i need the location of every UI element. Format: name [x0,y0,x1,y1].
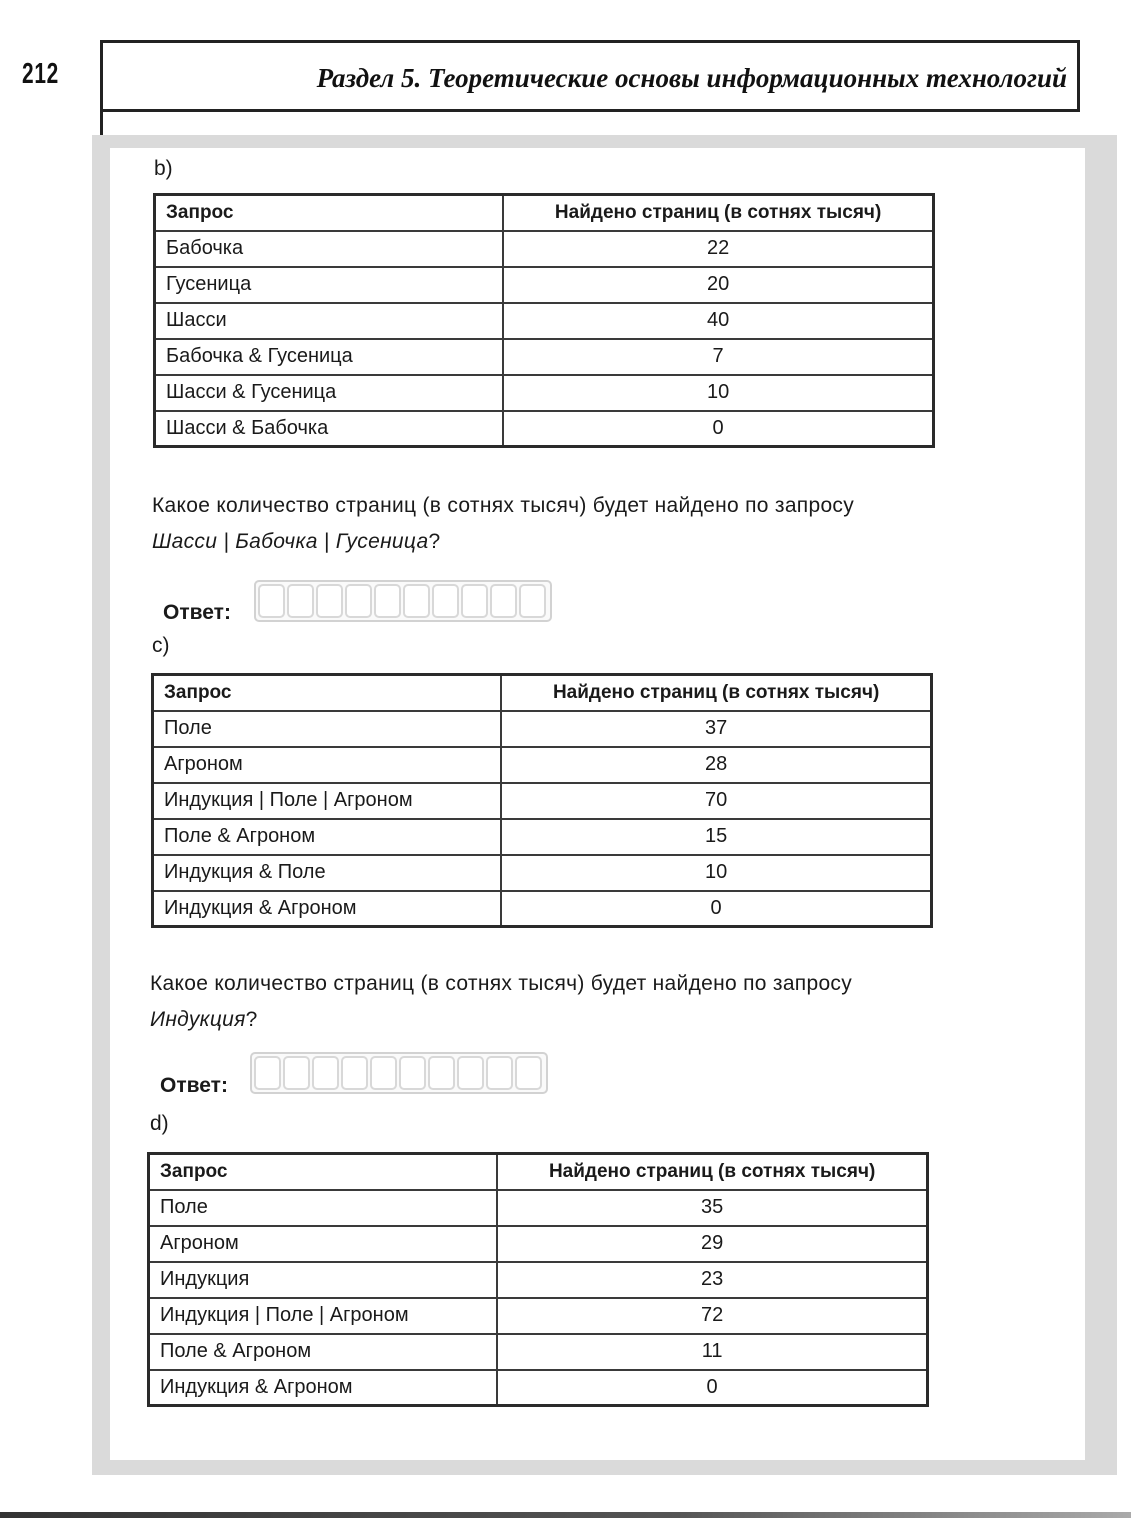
pages-cell: 29 [497,1226,927,1262]
chapter-header [100,40,1080,112]
pages-cell: 40 [503,303,933,339]
table-row [155,267,934,303]
table-row [149,1226,928,1262]
pages-cell: 0 [497,1370,927,1406]
query-cell: Поле & Агроном [153,819,502,855]
table-row [149,1262,928,1298]
query-cell: Поле [153,711,502,747]
pages-cell: 70 [501,783,931,819]
answer-label-c: Ответ: [160,1074,228,1097]
question-text: Какое количество страниц (в сотнях тысяч) будет найдено по запросу [152,494,855,517]
column-header-query: Запрос [149,1154,498,1190]
pages-cell: 37 [501,711,931,747]
table-row [149,1334,928,1370]
query-cell: Шасси [155,303,504,339]
table-c [151,673,933,928]
section-label-d: d) [150,1112,169,1135]
query-cell: Индукция [149,1262,498,1298]
pages-cell: 7 [503,339,933,375]
column-header-query: Запрос [153,675,502,711]
table-d [147,1152,929,1407]
table-row [149,1370,928,1406]
question-b [152,488,992,560]
query-cell: Гусеница [155,267,504,303]
table-header-row [149,1154,928,1190]
column-header-pages: Найдено страниц (в сотнях тысяч) [497,1154,927,1190]
table-row [153,855,932,891]
section-label-b: b) [154,157,173,180]
query-cell: Индукция | Поле | Агроном [153,783,502,819]
table-row [153,891,932,927]
pages-cell: 72 [497,1298,927,1334]
table-row [155,339,934,375]
table-row [149,1298,928,1334]
query-cell: Индукция & Агроном [149,1370,498,1406]
question-text: Какое количество страниц (в сотнях тысяч) будет найдено по запросу [150,972,853,995]
column-header-pages: Найдено страниц (в сотнях тысяч) [503,195,933,231]
column-header-pages: Найдено страниц (в сотнях тысяч) [501,675,931,711]
pages-cell: 28 [501,747,931,783]
query-cell: Агроном [153,747,502,783]
pages-cell: 0 [501,891,931,927]
table-row [149,1190,928,1226]
table-b [153,193,935,448]
table-row [153,819,932,855]
pages-cell: 15 [501,819,931,855]
table-row [155,303,934,339]
page-number: 212 [22,58,60,90]
question-mark: ? [245,1008,258,1031]
question-query: Шасси | Бабочка | Гусеница [152,530,429,553]
answer-input-c[interactable] [250,1052,548,1094]
query-cell: Бабочка [155,231,504,267]
answer-input-b[interactable] [254,580,552,622]
query-cell: Шасси & Бабочка [155,411,504,447]
query-cell: Индукция | Поле | Агроном [149,1298,498,1334]
question-query: Индукция [150,1008,246,1031]
pages-cell: 20 [503,267,933,303]
table-row [155,231,934,267]
page-bottom-rule [0,1512,1131,1518]
pages-cell: 23 [497,1262,927,1298]
table-row [155,411,934,447]
query-cell: Индукция & Поле [153,855,502,891]
table-header-row [153,675,932,711]
query-cell: Поле & Агроном [149,1334,498,1370]
answer-label-b: Ответ: [163,601,231,624]
chapter-title: Раздел 5. Теоретические основы информационных технологий [316,63,1067,93]
question-mark: ? [428,530,441,553]
pages-cell: 0 [503,411,933,447]
pages-cell: 11 [497,1334,927,1370]
section-label-c: c) [152,634,170,657]
query-cell: Шасси & Гусеница [155,375,504,411]
query-cell: Поле [149,1190,498,1226]
table-row [155,375,934,411]
column-header-query: Запрос [155,195,504,231]
table-header-row [155,195,934,231]
pages-cell: 22 [503,231,933,267]
query-cell: Агроном [149,1226,498,1262]
table-row [153,711,932,747]
header-rule [100,110,103,135]
table-row [153,783,932,819]
query-cell: Индукция & Агроном [153,891,502,927]
pages-cell: 10 [503,375,933,411]
query-cell: Бабочка & Гусеница [155,339,504,375]
pages-cell: 10 [501,855,931,891]
question-c [150,966,990,1038]
pages-cell: 35 [497,1190,927,1226]
table-row [153,747,932,783]
